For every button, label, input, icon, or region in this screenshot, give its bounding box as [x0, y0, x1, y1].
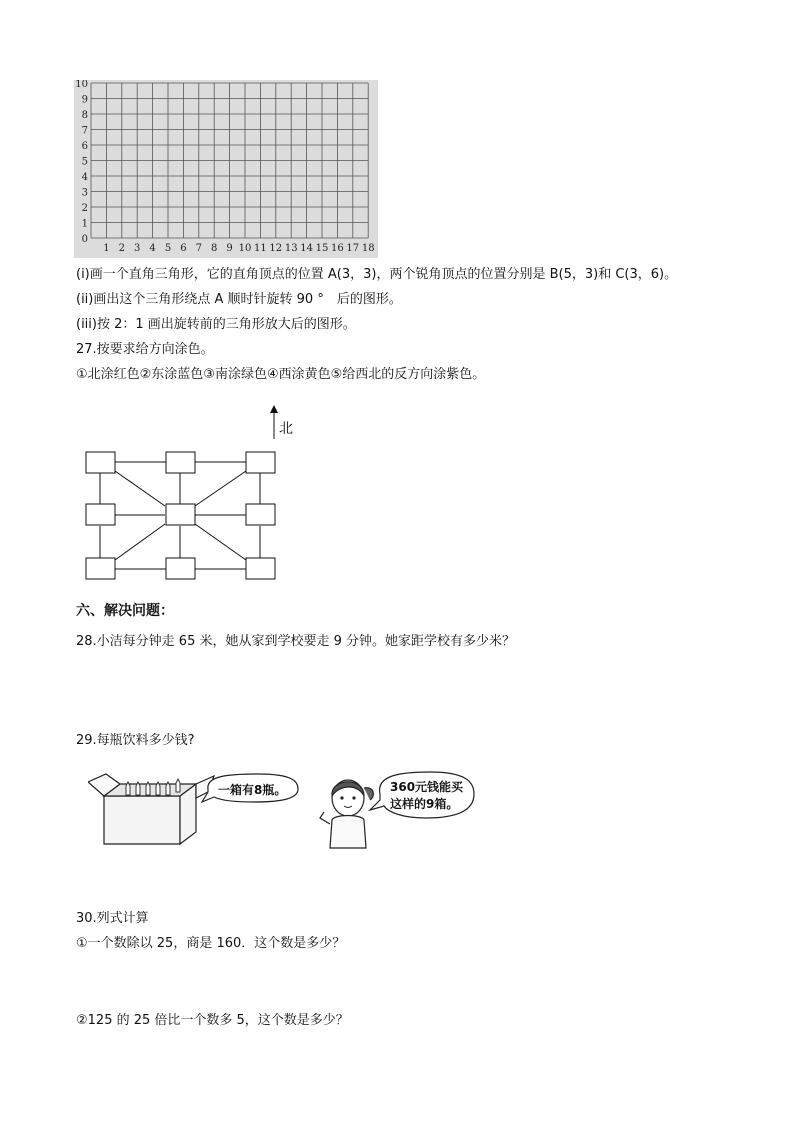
- grid-x-tick-label: 11: [254, 243, 267, 254]
- grid-y-tick-label: 1: [81, 218, 88, 230]
- q30-title: 30.列式计算: [76, 911, 149, 926]
- bubble2-line1: 360元钱能买: [390, 780, 464, 794]
- speech-bubble-2: [370, 772, 474, 818]
- grid-x-tick-label: 7: [195, 243, 202, 254]
- grid-x-tick-label: 9: [226, 243, 233, 254]
- q26-part1: (i)画一个直角三角形，它的直角顶点的位置 A(3，3)，两个锐角顶点的位置分别是 B(5，3)和 C(3，6)。: [76, 267, 678, 282]
- bubble2-line2: 这样的9箱。: [390, 797, 459, 811]
- coordinate-grid: [74, 80, 378, 258]
- grid-y-tick-label: 5: [81, 156, 88, 168]
- q30-part1: ①一个数除以 25，商是 160．这个数是多少？: [76, 936, 346, 951]
- section6-heading: 六、解决问题：: [76, 603, 174, 619]
- q26-part3: (iii)按 2：1 画出旋转前的三角形放大后的图形。: [76, 317, 356, 332]
- grid-y-tick-label: 0: [81, 234, 88, 245]
- grid-y-tick-label: 8: [81, 110, 88, 121]
- bubble1-text: 一箱有8瓶。: [218, 783, 287, 797]
- grid-y-tick-label: 7: [81, 125, 88, 137]
- box-west[interactable]: [86, 504, 115, 525]
- grid-y-tick-label: 4: [81, 172, 88, 183]
- box-northeast[interactable]: [246, 452, 275, 473]
- box-northwest[interactable]: [86, 452, 115, 473]
- girl-illustration: [318, 768, 478, 850]
- q29-title: 29.每瓶饮料多少钱?: [76, 733, 195, 748]
- grid-x-tick-label: 12: [269, 243, 283, 254]
- box-center: [166, 504, 195, 525]
- grid-y-tick-label: 2: [81, 203, 88, 214]
- grid-x-tick-label: 14: [300, 243, 313, 254]
- girl-arm: [320, 812, 330, 824]
- grid-x-tick-label: 3: [134, 243, 141, 254]
- girl-body: [330, 816, 366, 849]
- grid-x-tick-label: 4: [149, 243, 156, 254]
- box-southeast[interactable]: [246, 558, 275, 579]
- grid-x-tick-label: 6: [180, 243, 187, 254]
- grid-y-tick-label: 3: [81, 187, 88, 199]
- grid-background: [74, 80, 378, 258]
- grid-x-tick-label: 13: [284, 243, 298, 254]
- grid-x-tick-label: 8: [211, 243, 218, 254]
- north-arrow-head: [270, 405, 278, 413]
- q28-text: 28.小洁每分钟走 65 米，她从家到学校要走 9 分钟。她家距学校有多少米？: [76, 634, 516, 649]
- q30-part2: ②125 的 25 倍比一个数多 5，这个数是多少？: [76, 1013, 349, 1028]
- drink-box-illustration: [88, 768, 300, 848]
- girl-ponytail: [364, 788, 373, 800]
- grid-x-tick-label: 2: [118, 243, 125, 254]
- north-label: 北: [279, 421, 293, 437]
- box-east[interactable]: [246, 504, 275, 525]
- grid-y-tick-label: 6: [81, 141, 88, 152]
- box-southwest[interactable]: [86, 558, 115, 579]
- q27-instruction: ①北涂红色②东涂蓝色③南涂绿色④西涂黄色⑤给西北的反方向涂紫色。: [76, 367, 486, 382]
- box-north[interactable]: [166, 452, 195, 473]
- grid-x-tick-label: 18: [361, 243, 375, 254]
- grid-x-tick-label: 5: [164, 243, 172, 254]
- grid-x-tick-label: 1: [103, 243, 110, 254]
- grid-x-tick-label: 15: [315, 243, 329, 254]
- grid-x-tick-label: 17: [346, 243, 360, 254]
- direction-diagram: [84, 405, 304, 585]
- grid-x-tick-label: 10: [238, 243, 252, 254]
- box-south[interactable]: [166, 558, 195, 579]
- box-front: [104, 796, 180, 844]
- grid-x-tick-label: 16: [331, 243, 344, 254]
- grid-y-tick-label: 10: [75, 80, 88, 90]
- grid-y-tick-label: 9: [81, 94, 88, 106]
- q26-part2: (ii)画出这个三角形绕点 A 顺时针旋转 90 ° 后的图形。: [76, 292, 402, 307]
- q27-title: 27.按要求给方向涂色。: [76, 342, 214, 357]
